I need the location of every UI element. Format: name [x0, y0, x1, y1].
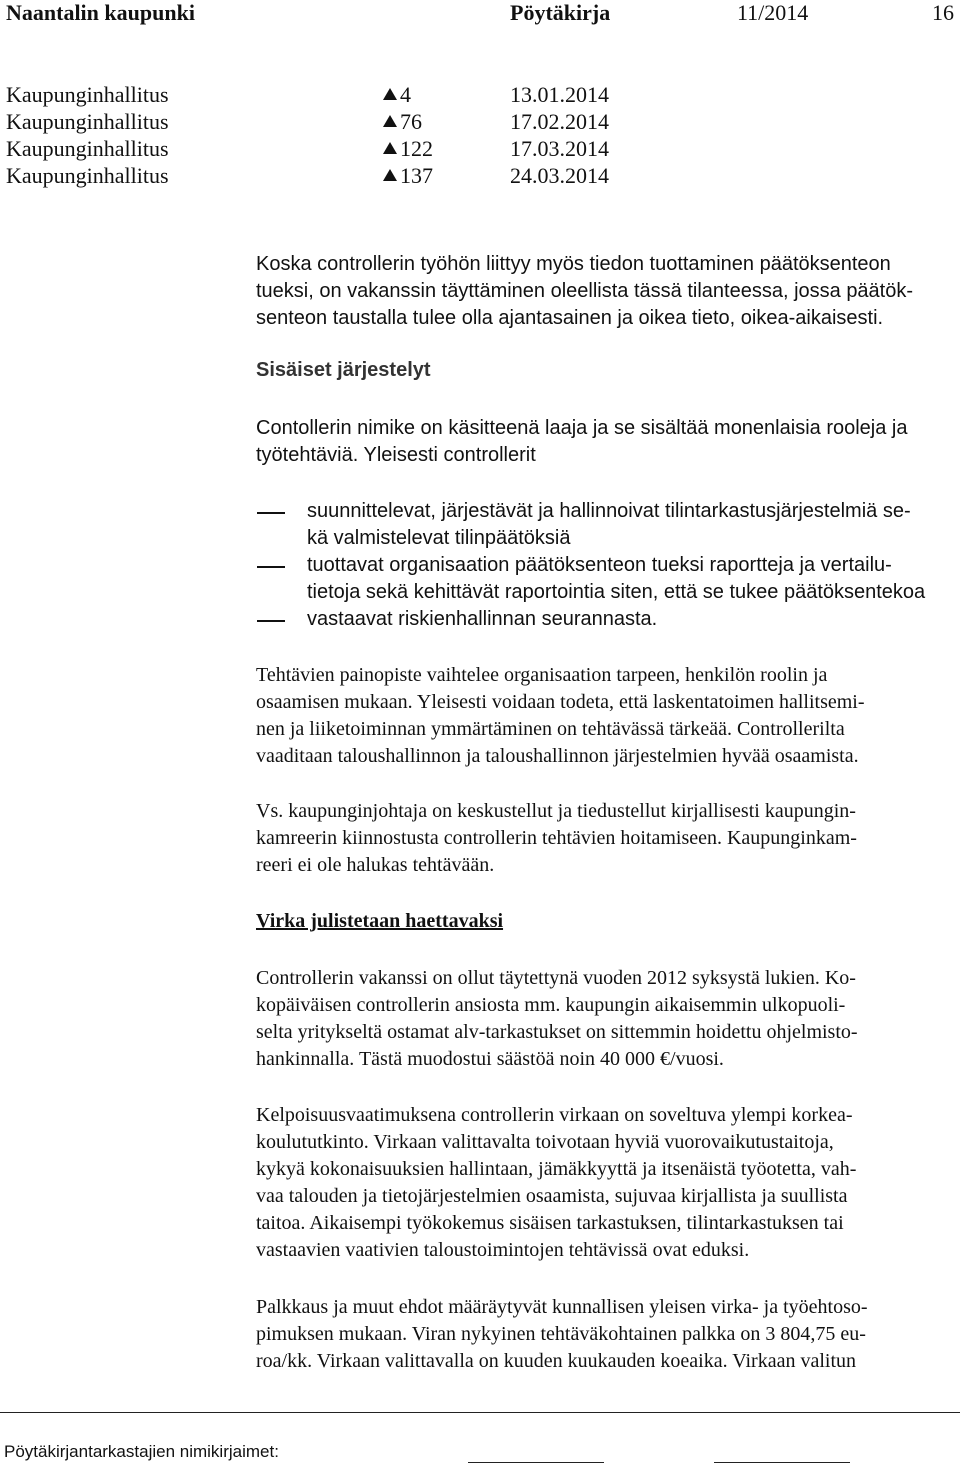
- text-line: vaaditaan taloushallinnon ja taloushallinnon järjestelmien hyvää osaamista.: [256, 745, 859, 767]
- section-heading-underlined: Virka julistetaan haettavaksi: [256, 910, 504, 932]
- text-line: osaamisen mukaan. Yleisesti voidaan todeta, että laskentatoimen hallitsemi-: [256, 691, 865, 713]
- text-line: reeri ei ole halukas tehtävään.: [256, 854, 495, 876]
- triangle-icon: [383, 88, 397, 100]
- triangle-icon: [383, 115, 397, 127]
- reference-body: Kaupunginhallitus: [6, 82, 169, 107]
- text-line: kamreerin kiinnostusta controllerin tehtävien hoitamiseen. Kaupunginkam-: [256, 827, 857, 849]
- paragraph-treasurer: [256, 798, 950, 879]
- text-line: vastaavat riskienhallinnan seurannasta.: [307, 608, 658, 630]
- paragraph-qualifications: [256, 1102, 950, 1264]
- page-number: 16: [932, 0, 954, 25]
- reference-date: 17.02.2014: [510, 109, 609, 134]
- reference-number: 122: [400, 136, 433, 161]
- text-line: työtehtäviä. Yleisesti controllerit: [256, 444, 536, 466]
- reference-body: Kaupunginhallitus: [6, 109, 169, 134]
- text-line: suunnittelevat, järjestävät ja hallinnoivat tilintarkastusjärjestelmiä se-: [307, 500, 911, 522]
- reference-number: 76: [400, 109, 422, 134]
- paragraph-salary: [256, 1294, 950, 1375]
- footer-divider: [0, 1412, 960, 1413]
- reference-date: 24.03.2014: [510, 163, 609, 188]
- text-line: Controllerin vakanssi on ollut täytettynä vuoden 2012 syksystä lukien. Ko-: [256, 967, 856, 989]
- issue-number: 11/2014: [737, 0, 809, 25]
- paragraph-vacancy: [256, 965, 950, 1073]
- text-line: hankinnalla. Tästä muodostui säästöä noin 40 000 €/vuosi.: [256, 1048, 724, 1070]
- text-line: vaa talouden ja tietojärjestelmien osaamista, sujuvaa kirjallista ja suullista: [256, 1185, 848, 1207]
- text-line: Vs. kaupunginjohtaja on keskustellut ja tiedustellut kirjallisesti kaupungin-: [256, 800, 856, 822]
- text-line: kykyä kokonaisuuksien hallintaan, jämäkkyyttä ja itsenäistä työotetta, vah-: [256, 1158, 857, 1180]
- signature-line: [714, 1462, 850, 1463]
- paragraph-intro: [256, 251, 950, 332]
- text-line: tueksi, on vakanssin täyttäminen oleellista tässä tilanteessa, jossa päätök-: [256, 280, 914, 302]
- text-line: Tehtävien painopiste vaihtelee organisaation tarpeen, henkilön roolin ja: [256, 664, 828, 686]
- reference-body: Kaupunginhallitus: [6, 136, 169, 161]
- text-line: selta yritykseltä ostamat alv-tarkastukset on sittemmin hoidettu ohjelmisto-: [256, 1021, 858, 1043]
- document-type: Pöytäkirja: [510, 0, 611, 25]
- footer-label: Pöytäkirjantarkastajien nimikirjaimet:: [4, 1442, 279, 1461]
- text-line: Kelpoisuusvaatimuksena controllerin virkaan on soveltuva ylempi korkea-: [256, 1104, 853, 1126]
- dash-bullet-icon: [257, 620, 285, 622]
- list-item: [307, 552, 957, 606]
- text-line: pimuksen mukaan. Viran nykyinen tehtäväkohtainen palkka on 3 804,75 eu-: [256, 1323, 866, 1345]
- reference-date: 17.03.2014: [510, 136, 609, 161]
- text-line: tuottavat organisaation päätöksenteon tueksi raportteja ja vertailu-: [307, 554, 892, 576]
- triangle-icon: [383, 142, 397, 154]
- text-line: taitoa. Aikaisempi työkokemus sisäisen tarkastuksen, tilintarkastuksen tai: [256, 1212, 844, 1234]
- dash-bullet-icon: [257, 512, 285, 514]
- text-line: Contollerin nimike on käsitteenä laaja ja se sisältää monenlaisia rooleja ja: [256, 417, 908, 439]
- text-line: vastaavien vaativien taloustoimintojen tehtävissä ovat eduksi.: [256, 1239, 750, 1261]
- text-line: Palkkaus ja muut ehdot määräytyvät kunnallisen yleisen virka- ja työehtoso-: [256, 1296, 868, 1318]
- list-item: [307, 498, 957, 552]
- text-line: kä valmistelevat tilinpäätöksiä: [307, 527, 571, 549]
- signature-line: [468, 1462, 604, 1463]
- text-line: roa/kk. Virkaan valittavalla on kuuden kuukauden koeaika. Virkaan valitun: [256, 1350, 857, 1372]
- section-heading: Sisäiset järjestelyt: [256, 359, 431, 381]
- text-line: kopäiväisen controllerin ansiosta mm. kaupungin aikaisemmin ulkopuoli-: [256, 994, 846, 1016]
- text-line: koulututkinto. Virkaan valittavalta toivotaan hyviä vuorovaikutustaitoja,: [256, 1131, 834, 1153]
- list-item: [307, 606, 957, 633]
- paragraph-emphasis: [256, 662, 950, 770]
- city-name: Naantalin kaupunki: [6, 0, 195, 25]
- text-line: senteon taustalla tulee olla ajantasainen ja oikea tieto, oikea-aikaisesti.: [256, 307, 884, 329]
- paragraph-roles: [256, 415, 950, 469]
- triangle-icon: [383, 169, 397, 181]
- reference-number: 4: [400, 82, 411, 107]
- text-line: tietoja sekä kehittävät raportointia siten, että se tukee päätöksentekoa: [307, 581, 926, 603]
- reference-number: 137: [400, 163, 433, 188]
- text-line: nen ja liiketoiminnan ymmärtäminen on tehtävässä tärkeää. Controllerilta: [256, 718, 845, 740]
- reference-date: 13.01.2014: [510, 82, 609, 107]
- text-line: Koska controllerin työhön liittyy myös tiedon tuottaminen päätöksenteon: [256, 253, 891, 275]
- dash-bullet-icon: [257, 566, 285, 568]
- reference-body: Kaupunginhallitus: [6, 163, 169, 188]
